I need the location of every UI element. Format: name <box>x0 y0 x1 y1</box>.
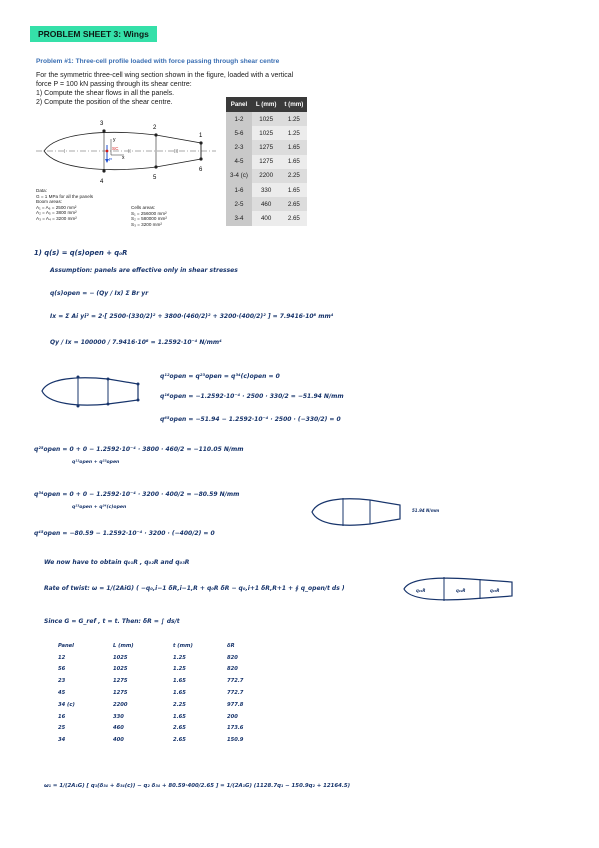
cell-2-flow-label: q₀₂R <box>456 588 466 593</box>
hw-length-cell: 400 <box>113 737 124 744</box>
hw-thickness-cell: 1.65 <box>173 678 186 685</box>
table-row <box>58 699 267 711</box>
solution-rate-of-twist: Rate of twist: ω = 1/(2AiG) ( −q₀,i−1 δR,i−1,R + q₀R δR − q₀,i+1 δR,R+1 + ∮ q_open/t ds ) <box>44 585 345 592</box>
header-length: L (mm) <box>252 97 281 112</box>
label-p: P <box>109 157 113 162</box>
open-flow-value-label: 51.94 N/mm <box>412 508 440 513</box>
wing-section-figure <box>36 115 221 187</box>
hw-thickness-cell: 2.25 <box>173 701 186 708</box>
hw-table-header <box>58 640 267 652</box>
intro-line-1: For the symmetric three-cell wing section shown in the figure, loaded with a vertical <box>36 72 294 79</box>
hw-delta-cell: 772.7 <box>227 690 244 697</box>
table-row <box>58 711 267 723</box>
solution-since: Since G = G_ref , t = t. Then: δR = ∫ ds/t <box>44 618 180 625</box>
hw-panel-cell: 45 <box>58 690 66 697</box>
data-block <box>36 188 167 227</box>
hw-header-thickness: t (mm) <box>173 642 193 649</box>
table-row <box>226 183 307 197</box>
thickness-cell: 2.65 <box>280 211 307 225</box>
hw-delta-cell: 772.7 <box>227 678 244 685</box>
thickness-cell: 1.25 <box>280 112 307 126</box>
boom-areas-title: Boom areas: <box>36 199 63 205</box>
hw-header-panel: Panel <box>58 642 74 649</box>
problem-heading: Problem #1: Three-cell profile loaded with force passing through shear centre <box>36 58 280 65</box>
panel-cell: 1-6 <box>226 183 252 197</box>
panel-cell: 5-6 <box>226 126 252 140</box>
table-row <box>58 687 267 699</box>
length-cell: 330 <box>252 183 281 197</box>
solution-q45: q⁴⁵open = −80.59 − 1.2592·10⁻⁴ · 3200 · (−400/2) = 0 <box>34 530 215 537</box>
solution-open-zero: q¹²open = q²³open = q³⁴(c)open = 0 <box>160 373 280 380</box>
cell-areas <box>131 205 211 227</box>
length-cell: 1275 <box>252 140 281 154</box>
hw-thickness-cell: 1.65 <box>173 713 186 720</box>
boom-area-2: A₂ = A₅ = 3800 mm² <box>36 210 77 216</box>
intro-line-2: force P = 100 kN passing through its shear centre: <box>36 81 192 88</box>
thickness-cell: 1.65 <box>280 183 307 197</box>
panel-cell: 2-3 <box>226 140 252 154</box>
label-cell-2: II <box>128 149 131 155</box>
solution-ix: Ix = Σ Ai yi² = 2·[ 2500·(330/2)² + 3800·(460/2)² + 3200·(400/2)² ] = 7.9416·10⁸ mm⁴ <box>50 313 334 320</box>
hw-length-cell: 1025 <box>113 666 128 673</box>
panel-table-header <box>226 97 307 112</box>
hw-panel-cell: 23 <box>58 678 66 685</box>
table-row <box>226 211 307 225</box>
cell-areas-title: Cells areas: <box>131 205 156 210</box>
data-shear-modulus: G = 1 MPa for all the panels <box>36 193 94 199</box>
label-x: x <box>122 155 125 161</box>
table-row <box>58 664 267 676</box>
solution-omega-1: ω₁ = 1/(2A₁G) [ q₁(δ₃₄ + δ₃₄(c)) − q₂ δ₃₄ + 80.59·400/2.65 ] = 1/(2A₁G) (1128.7q₁ − 150.9q₂ + 12164.5) <box>44 783 351 789</box>
label-node-4: 4 <box>100 179 104 185</box>
solution-line-1: 1) q(s) = q(s)open + q₀R <box>34 249 128 257</box>
task-1: 1) Compute the shear flows in all the panels. <box>36 90 175 97</box>
label-node-2: 2 <box>153 125 157 131</box>
boom-area-3: A₃ = A₄ = 3200 mm² <box>36 215 77 221</box>
length-cell: 460 <box>252 197 281 211</box>
hw-panel-cell: 34 (c) <box>58 701 75 708</box>
table-row <box>226 155 307 169</box>
thickness-cell: 1.65 <box>280 155 307 169</box>
hw-panel-cell: 12 <box>58 654 66 661</box>
hw-panel-cell: 16 <box>58 713 66 720</box>
table-row <box>226 169 307 183</box>
hw-length-cell: 460 <box>113 725 124 732</box>
boom-1 <box>199 141 202 144</box>
cell-area-2: S₂ = 580000 mm² <box>131 216 167 222</box>
hw-delta-cell: 150.9 <box>227 737 244 744</box>
solution-q34-note: q²³open + q³⁴(c)open <box>72 505 127 510</box>
cell-area-1: S₁ = 256000 mm² <box>131 210 167 216</box>
cell-3-flow-label: q₀₃R <box>490 588 500 593</box>
hw-length-cell: 330 <box>113 713 124 720</box>
table-row <box>58 734 267 746</box>
panel-cell: 1-2 <box>226 112 252 126</box>
hw-length-cell: 1025 <box>113 654 128 661</box>
label-cell-3: III <box>174 149 179 155</box>
shear-centre-mark <box>106 150 109 153</box>
hw-length-cell: 2200 <box>113 701 128 708</box>
panel-cell: 3-4 <box>226 211 252 225</box>
hw-thickness-cell: 2.65 <box>173 725 186 732</box>
hw-open-flow-sketch <box>308 491 408 533</box>
panel-cell: 3-4 (c) <box>226 169 252 183</box>
panel-cell: 4-5 <box>226 155 252 169</box>
solution-q16: q¹⁶open = −1.2592·10⁻⁴ · 2500 · 330/2 = −51.94 N/mm <box>160 393 344 400</box>
table-row <box>58 675 267 687</box>
hw-header-length: L (mm) <box>113 642 134 649</box>
hw-header-delta: δR <box>227 642 235 649</box>
panel-cell: 2-5 <box>226 197 252 211</box>
table-row <box>226 140 307 154</box>
thickness-cell: 2.65 <box>280 197 307 211</box>
boom-area-1: A₁ = A₆ = 2500 mm² <box>36 204 77 210</box>
table-row <box>226 126 307 140</box>
panel-table <box>226 97 307 226</box>
hw-panel-cell: 34 <box>58 737 66 744</box>
task-2: 2) Compute the position of the shear centre. <box>36 99 173 106</box>
solution-qy-ix: Qy / Ix = 100000 / 7.9416·10⁸ = 1.2592·10⁻⁴ N/mm⁴ <box>50 339 222 346</box>
table-row <box>226 197 307 211</box>
hw-delta-cell: 200 <box>227 713 238 720</box>
sheet-title: PROBLEM SHEET 3: Wings <box>30 26 157 42</box>
solution-q34: q³⁴open = 0 + 0 − 1.2592·10⁻⁴ · 3200 · 400/2 = −80.59 N/mm <box>34 491 240 498</box>
label-y: y <box>113 137 116 143</box>
boom-6 <box>199 157 202 160</box>
solution-open-flow: q(s)open = − (Qy / Ix) Σ Br yr <box>50 290 149 297</box>
solution-obtain: We now have to obtain q₀₁R , q₀₂R and q₀₃R <box>44 559 190 566</box>
label-node-3: 3 <box>100 121 104 127</box>
table-row <box>226 112 307 126</box>
hw-panel-cell: 25 <box>58 725 66 732</box>
thickness-cell: 2.25 <box>280 169 307 183</box>
table-row <box>58 652 267 664</box>
hw-delta-table <box>58 640 267 746</box>
length-cell: 1025 <box>252 112 281 126</box>
length-cell: 1275 <box>252 155 281 169</box>
hw-delta-cell: 977.8 <box>227 701 244 708</box>
hw-length-cell: 1275 <box>113 678 128 685</box>
solution-q25: q²⁵open = 0 + 0 − 1.2592·10⁻⁴ · 3800 · 460/2 = −110.05 N/mm <box>34 446 244 453</box>
hw-delta-cell: 173.6 <box>227 725 244 732</box>
boom-5 <box>154 165 157 168</box>
hw-thickness-cell: 1.25 <box>173 666 186 673</box>
hw-thickness-cell: 2.65 <box>173 737 186 744</box>
hw-wing-sketch <box>38 370 148 412</box>
solution-q25-note: q¹²open + q²³open <box>72 460 120 465</box>
hw-delta-cell: 820 <box>227 654 238 661</box>
length-cell: 2200 <box>252 169 281 183</box>
label-node-6: 6 <box>199 167 203 173</box>
boom-2 <box>154 133 157 136</box>
boom-3 <box>102 129 105 132</box>
label-node-5: 5 <box>153 175 157 181</box>
thickness-cell: 1.65 <box>280 140 307 154</box>
hw-panel-cell: 56 <box>58 666 66 673</box>
label-cell-1: I <box>64 149 66 155</box>
hw-length-cell: 1275 <box>113 690 128 697</box>
label-node-1: 1 <box>199 133 203 139</box>
length-cell: 400 <box>252 211 281 225</box>
cell-area-3: S₃ = 3200 mm² <box>131 221 162 227</box>
boom-4 <box>102 169 105 172</box>
hw-thickness-cell: 1.65 <box>173 690 186 697</box>
hw-thickness-cell: 1.25 <box>173 654 186 661</box>
cell-1-flow-label: q₀₁R <box>416 588 426 593</box>
header-thickness: t (mm) <box>280 97 307 112</box>
solution-assumption: Assumption: panels are effective only in shear stresses <box>50 267 238 274</box>
hw-delta-cell: 820 <box>227 666 238 673</box>
data-title: Data: <box>36 188 47 193</box>
length-cell: 1025 <box>252 126 281 140</box>
thickness-cell: 1.25 <box>280 126 307 140</box>
header-panel: Panel <box>226 97 252 112</box>
table-row <box>58 723 267 735</box>
solution-q65: q⁶⁵open = −51.94 − 1.2592·10⁻⁴ · 2500 · (−330/2) = 0 <box>160 416 341 423</box>
label-sc: SC <box>112 146 119 151</box>
